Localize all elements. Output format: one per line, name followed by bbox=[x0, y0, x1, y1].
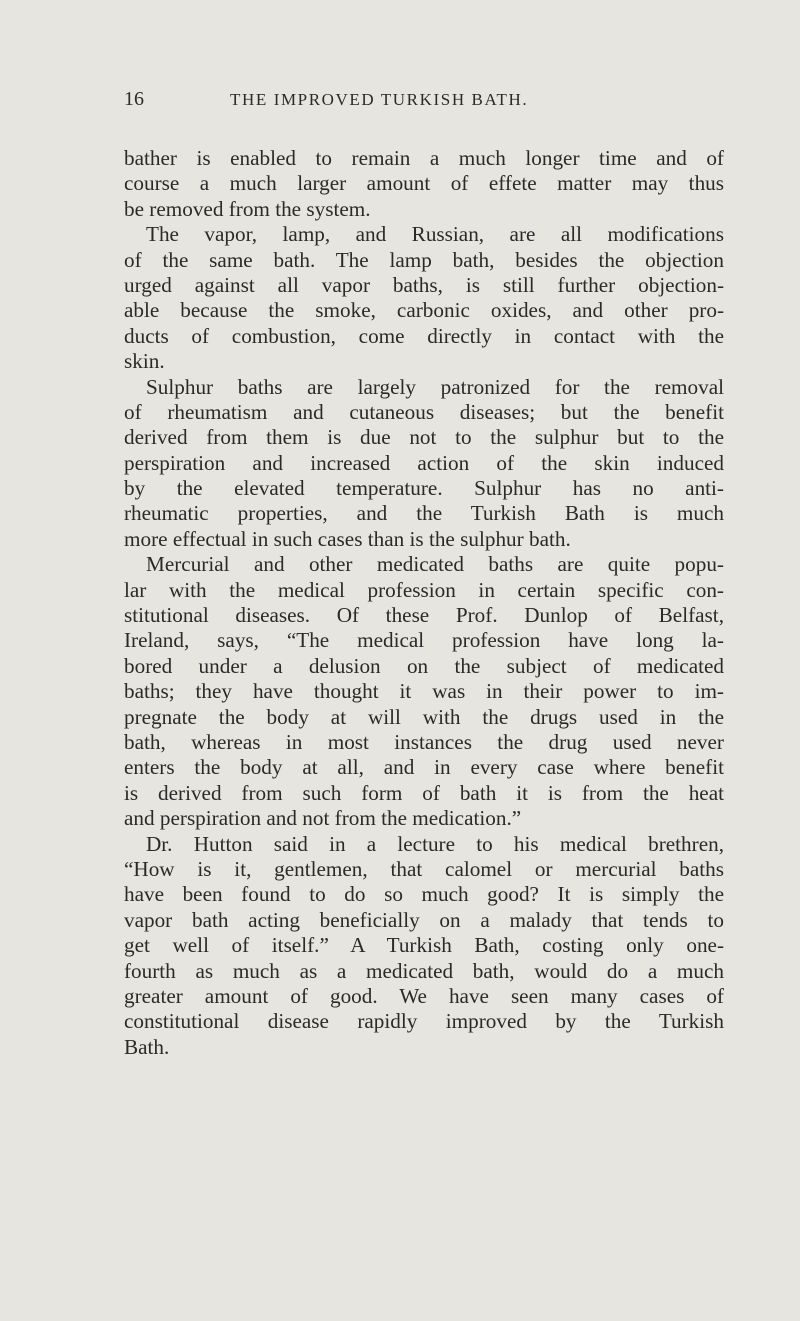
text-line: bath, whereas in most instances the drug used never bbox=[124, 729, 724, 754]
text-line: is derived from such form of bath it is from the heat bbox=[124, 780, 724, 805]
text-line: The vapor, lamp, and Russian, are all modifications bbox=[146, 222, 724, 247]
text-line: “How is it, gentlemen, that calomel or mercurial baths bbox=[124, 856, 724, 881]
page-number: 16 bbox=[124, 88, 144, 110]
text-line: Dr. Hutton said in a lecture to his medical brethren, bbox=[146, 831, 724, 856]
text-line: greater amount of good. We have seen many cases of bbox=[124, 983, 724, 1008]
text-line: fourth as much as a medicated bath, would do a much bbox=[124, 958, 724, 983]
text-line: of the same bath. The lamp bath, besides the objection bbox=[124, 247, 724, 272]
text-line: bather is enabled to remain a much longer time and of bbox=[124, 146, 724, 170]
running-head: THE IMPROVED TURKISH BATH. bbox=[230, 90, 529, 109]
text-line: constitutional disease rapidly improved by the Turkish bbox=[124, 1009, 724, 1034]
text-line: stitutional diseases. Of these Prof. Dunlop of Belfast, bbox=[124, 603, 724, 628]
text-line: Sulphur baths are largely patronized for the removal bbox=[146, 374, 724, 399]
text-line: have been found to do so much good? It is simply the bbox=[124, 882, 724, 907]
text-line: perspiration and increased action of the skin induced bbox=[124, 450, 724, 475]
text-line: Mercurial and other medicated baths are quite popu- bbox=[146, 552, 724, 577]
text-line: derived from them is due not to the sulphur but to the bbox=[124, 425, 724, 450]
text-line: lar with the medical profession in certain specific con- bbox=[124, 577, 724, 602]
text-line: baths; they have thought it was in their power to im- bbox=[124, 679, 724, 704]
text-line: pregnate the body at will with the drugs used in the bbox=[124, 704, 724, 729]
text-line: skin. bbox=[124, 349, 165, 374]
text-line: vapor bath acting beneficially on a malady that tends to bbox=[124, 907, 724, 932]
text-line: get well of itself.” A Turkish Bath, costing only one- bbox=[124, 933, 724, 958]
text-line: bored under a delusion on the subject of medicated bbox=[124, 653, 724, 678]
page-header bbox=[124, 88, 718, 114]
text-line: course a much larger amount of effete matter may thus bbox=[124, 171, 724, 196]
text-line: enters the body at all, and in every case where benefit bbox=[124, 755, 724, 780]
text-line: be removed from the system. bbox=[124, 196, 371, 221]
text-line: and perspiration and not from the medication.” bbox=[124, 806, 522, 831]
text-line: of rheumatism and cutaneous diseases; but the benefit bbox=[124, 399, 724, 424]
text-line: Bath. bbox=[124, 1034, 170, 1059]
text-line: able because the smoke, carbonic oxides, and other pro- bbox=[124, 298, 724, 323]
text-line: ducts of combustion, come directly in contact with the bbox=[124, 323, 724, 348]
text-line: by the elevated temperature. Sulphur has no anti- bbox=[124, 476, 724, 501]
text-line: more effectual in such cases than is the sulphur bath. bbox=[124, 526, 571, 551]
body-text bbox=[124, 146, 724, 1060]
text-line: rheumatic properties, and the Turkish Bath is much bbox=[124, 501, 724, 526]
text-line: Ireland, says, “The medical profession have long la- bbox=[124, 628, 724, 653]
text-line: urged against all vapor baths, is still further objection- bbox=[124, 272, 724, 297]
